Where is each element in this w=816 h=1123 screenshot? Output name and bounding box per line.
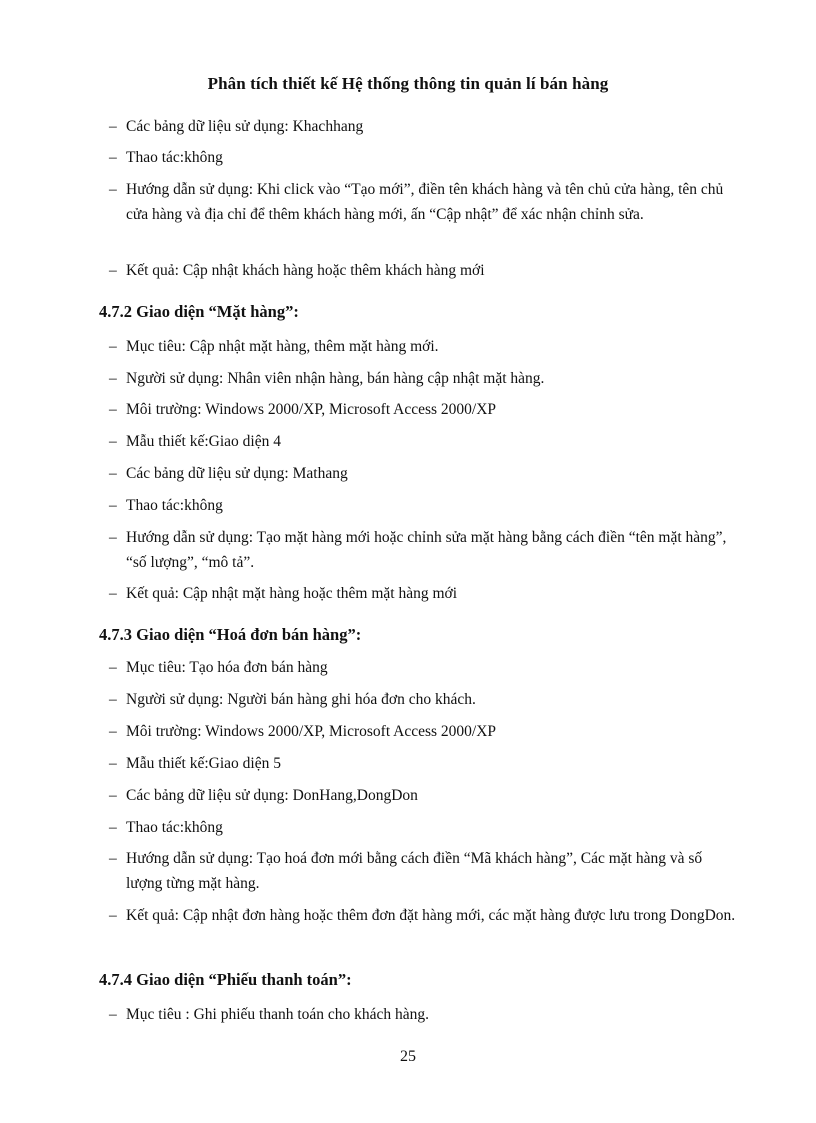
bullet-dash: – [109,529,117,546]
list-item: – Mẫu thiết kế:Giao diện 4 [109,430,739,455]
bullet-dash: – [109,433,117,450]
list-item: – Hướng dẫn sử dụng: Tạo mặt hàng mới hoặc chỉnh sửa mặt hàng bằng cách điền “tên mặt hàng”, “số lượng”, “mô tả”. [109,526,739,575]
bullet-dash: – [109,370,117,387]
bullet-dash: – [109,118,117,135]
list-item: – Môi trường: Windows 2000/XP, Microsoft Access 2000/XP [109,398,739,423]
list-item: – Người sử dụng: Nhân viên nhận hàng, bán hàng cập nhật mặt hàng. [109,367,739,392]
bullet-dash: – [109,149,117,166]
bullet-dash: – [109,262,117,279]
list-item: – Thao tác:không [109,816,739,841]
list-item: – Hướng dẫn sử dụng: Tạo hoá đơn mới bằng cách điền “Mã khách hàng”, Các mặt hàng và số lượng từng mặt hàng. [109,847,739,896]
bullet-dash: – [109,181,117,198]
bullet-dash: – [109,585,117,602]
list-item: – Môi trường: Windows 2000/XP, Microsoft Access 2000/XP [109,720,739,745]
list-item: – Người sử dụng: Người bán hàng ghi hóa đơn cho khách. [109,688,739,713]
section-heading: 4.7.3 Giao diện “Hoá đơn bán hàng”: [99,625,362,644]
bullet-dash: – [109,497,117,514]
list-item: – Mẫu thiết kế:Giao diện 5 [109,752,739,777]
bullet-dash: – [109,755,117,772]
list-item: – Kết quả: Cập nhật khách hàng hoặc thêm khách hàng mới [109,259,739,284]
page-title: Phân tích thiết kế Hệ thống thông tin quản lí bán hàng [207,74,609,93]
bullet-dash: – [109,465,117,482]
page-number: 25 [400,1048,416,1065]
bullet-dash: – [109,401,117,418]
bullet-dash: – [109,1006,117,1023]
list-item: – Kết quả: Cập nhật đơn hàng hoặc thêm đơn đặt hàng mới, các mặt hàng được lưu trong DongDon. [109,904,739,929]
list-item: – Kết quả: Cập nhật mặt hàng hoặc thêm mặt hàng mới [109,582,739,607]
list-item: – Các bảng dữ liệu sử dụng: DonHang,DongDon [109,784,739,809]
list-item: – Hướng dẫn sử dụng: Khi click vào “Tạo mới”, điền tên khách hàng và tên chủ cửa hàng, tên chủ cửa hàng và địa chỉ để thêm khách hàng mới, ấn “Cập nhật” để xác nhận chỉnh sửa. [109,178,739,227]
bullet-dash: – [109,691,117,708]
bullet-dash: – [109,907,117,924]
list-item: – Các bảng dữ liệu sử dụng: Mathang [109,462,739,487]
bullet-dash: – [109,850,117,867]
list-item: – Các bảng dữ liệu sử dụng: Khachhang [109,115,739,140]
list-item: – Mục tiêu: Cập nhật mặt hàng, thêm mặt hàng mới. [109,335,739,360]
section-heading: 4.7.4 Giao diện “Phiếu thanh toán”: [99,970,352,989]
bullet-dash: – [109,787,117,804]
list-item: – Mục tiêu: Tạo hóa đơn bán hàng [109,656,739,681]
bullet-dash: – [109,659,117,676]
list-item: – Thao tác:không [109,146,739,171]
list-item: – Thao tác:không [109,494,739,519]
section-heading: 4.7.2 Giao diện “Mặt hàng”: [99,302,299,321]
list-item: – Mục tiêu : Ghi phiếu thanh toán cho khách hàng. [109,1003,739,1028]
bullet-dash: – [109,338,117,355]
bullet-dash: – [109,723,117,740]
bullet-dash: – [109,819,117,836]
